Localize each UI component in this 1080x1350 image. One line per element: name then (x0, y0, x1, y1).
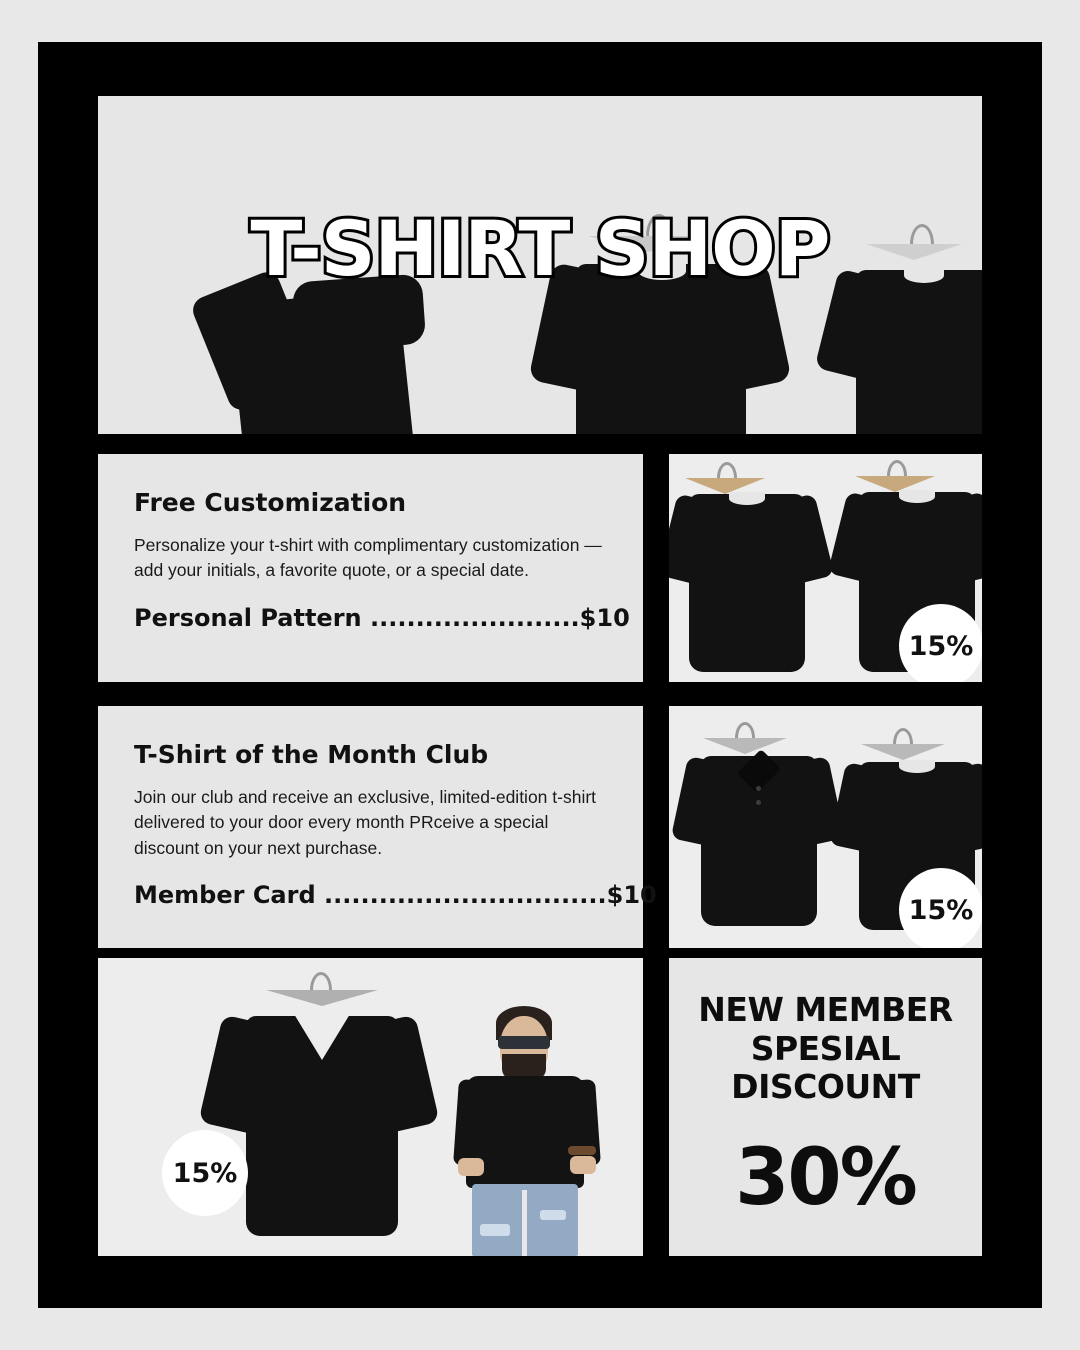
card-price: Member Card ...............................$10 (134, 881, 657, 910)
discount-value: 30% (735, 1133, 916, 1224)
card-title: T-Shirt of the Month Club (134, 740, 489, 769)
photo-two-tshirts (669, 454, 982, 682)
month-club-card (98, 706, 657, 948)
discount-badge: 15% (899, 868, 982, 948)
discount-heading-line3: DISCOUNT (731, 1067, 920, 1107)
card-body: Personalize your t-shirt with complimentary customization — add your initials, a favorite quote, or a special date. (134, 535, 602, 581)
discount-heading (698, 991, 952, 1108)
card-body: Join our club and receive an exclusive, limited-edition t-shirt delivered to your door every month PRceive a special discount on your next purchase. (134, 787, 597, 858)
photo-model-panel (98, 958, 643, 1256)
discount-heading-line2: SPESIAL (750, 1028, 901, 1068)
new-member-discount-panel (669, 958, 982, 1256)
card-price: Personal Pattern .......................$10 (134, 603, 630, 632)
discount-badge: 15% (162, 1130, 248, 1216)
hero-panel (98, 96, 982, 434)
photo-polo-and-tshirt (669, 706, 982, 948)
free-customization-card (98, 454, 643, 682)
discount-badge: 15% (899, 604, 982, 682)
discount-heading-line1: NEW MEMBER (698, 989, 953, 1029)
card-title: Free Customization (134, 488, 407, 517)
page-title: T-SHIRT SHOP (250, 204, 830, 293)
poster-frame (38, 42, 1042, 1308)
